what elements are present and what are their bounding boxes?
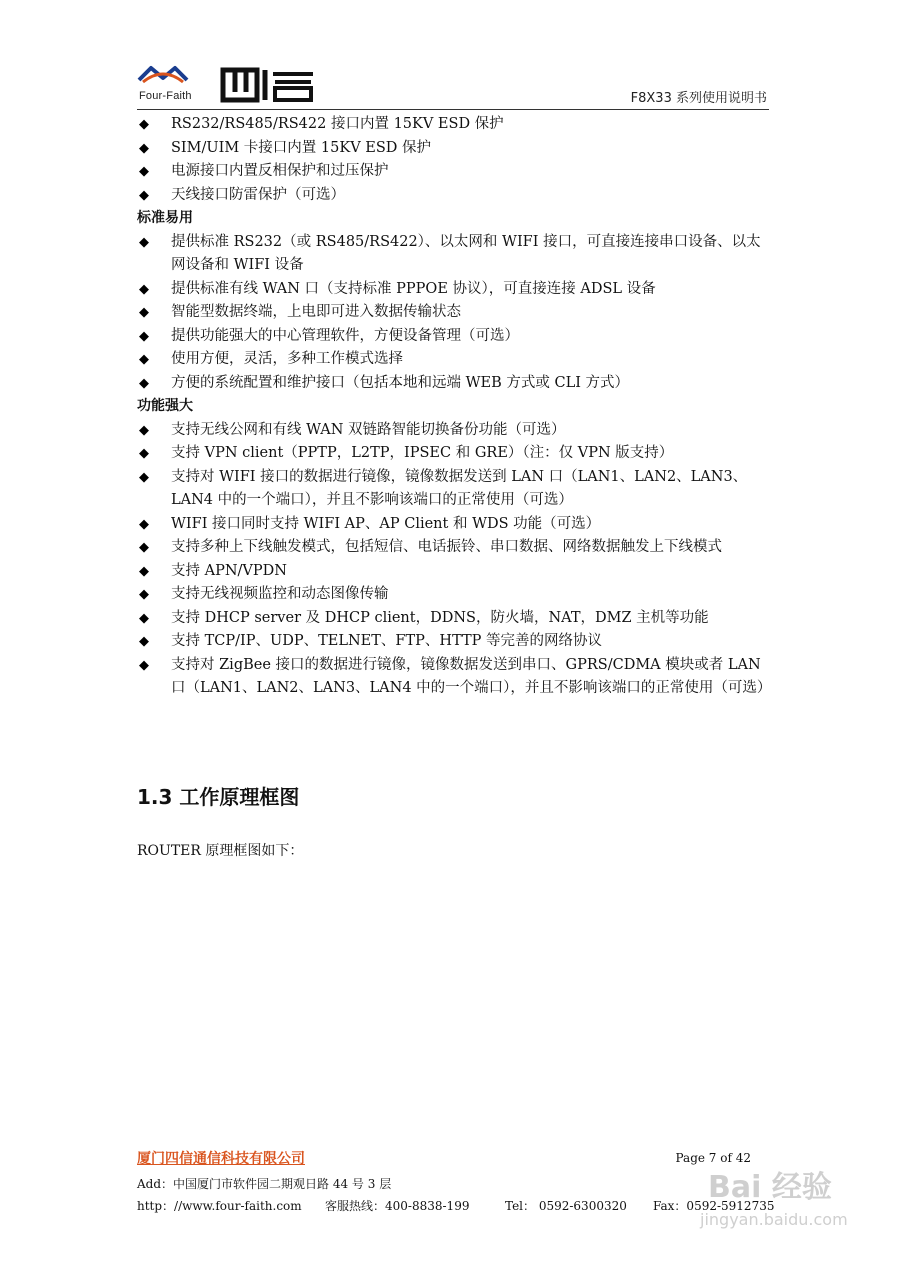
- website-link[interactable]: http：//www.four-faith.com: [137, 1199, 302, 1213]
- diamond-bullet-icon: ◆: [139, 305, 149, 320]
- document-title: F8X33 系列使用说明书: [630, 91, 767, 106]
- list-item: ◆ 支持 TCP/IP、UDP、TELNET、FTP、HTTP 等完善的网络协议: [137, 630, 771, 654]
- list-item: ◆ 支持对 ZigBee 接口的数据进行镜像，镜像数据发送到串口、GPRS/CDMA 模块或者 LAN 口（LAN1、LAN2、LAN3、LAN4 中的一个端口），并且不影响该端口的正常使用（可选）: [137, 654, 771, 701]
- logo-brand-text: Four-Faith: [139, 90, 192, 102]
- section-subheading-function: 功能强大: [137, 398, 193, 414]
- list-item: ◆ 智能型数据终端，上电即可进入数据传输状态: [137, 301, 771, 325]
- diamond-bullet-icon: ◆: [139, 281, 149, 297]
- diamond-bullet-icon: ◆: [139, 563, 149, 579]
- watermark-url-text: jingyan.baidu.com: [700, 1210, 848, 1229]
- watermark-main-text: Bai 经验: [708, 1170, 832, 1205]
- list-item: ◆ 支持无线视频监控和动态图像传输: [137, 583, 771, 607]
- diamond-bullet-icon: ◆: [139, 187, 149, 203]
- contact-row: [137, 1197, 775, 1215]
- list-item: ◆ 提供标准 RS232（或 RS485/RS422）、以太网和 WIFI 接口，可直接连接串口设备、以太网设备和 WIFI 设备: [137, 231, 771, 278]
- diamond-bullet-icon: ◆: [139, 234, 149, 250]
- intro-paragraph: ROUTER 原理框图如下：: [137, 843, 304, 859]
- diamond-bullet-icon: ◆: [139, 422, 149, 438]
- list-item: ◆ 支持 VPN client（PPTP，L2TP，IPSEC 和 GRE）（注：仅 VPN 版支持）: [137, 442, 771, 466]
- list-item: ◆ 使用方便，灵活，多种工作模式选择: [137, 348, 771, 372]
- diamond-bullet-icon: ◆: [139, 587, 149, 602]
- diamond-bullet-icon: ◆: [139, 164, 149, 179]
- diamond-bullet-icon: ◆: [139, 375, 149, 391]
- baidu-watermark: [700, 1150, 870, 1250]
- list-item: ◆ 支持对 WIFI 接口的数据进行镜像，镜像数据发送到 LAN 口（LAN1、LAN2、LAN3、LAN4 中的一个端口），并且不影响该端口的正常使用（可选）: [137, 466, 771, 513]
- hotline-text: 客服热线：400-8838-199: [325, 1199, 470, 1213]
- diamond-bullet-icon: ◆: [139, 469, 149, 485]
- diamond-bullet-icon: ◆: [139, 140, 149, 156]
- list-item: ◆ 提供功能强大的中心管理软件，方便设备管理（可选）: [137, 325, 771, 349]
- section-heading: 1.3 工作原理框图: [137, 785, 300, 809]
- document-body: [137, 113, 771, 701]
- list-item: ◆ 支持无线公网和有线 WAN 双链路智能切换备份功能（可选）: [137, 419, 771, 443]
- list-item: ◆ 方便的系统配置和维护接口（包括本地和远端 WEB 方式或 CLI 方式）: [137, 372, 771, 396]
- diamond-bullet-icon: ◆: [139, 328, 149, 344]
- section-subheading-standard: 标准易用: [137, 210, 193, 226]
- list-item: ◆ RS232/RS485/RS422 接口内置 15KV ESD 保护: [137, 113, 771, 137]
- diamond-bullet-icon: ◆: [139, 657, 149, 673]
- diamond-bullet-icon: ◆: [139, 352, 149, 367]
- list-item: ◆ 支持 APN/VPDN: [137, 560, 771, 584]
- tel-text: Tel： 0592-6300320: [505, 1199, 627, 1213]
- diamond-bullet-icon: ◆: [139, 540, 149, 555]
- diamond-bullet-icon: ◆: [139, 117, 149, 132]
- list-item: ◆ 支持多种上下线触发模式，包括短信、电话振铃、串口数据、网络数据触发上下线模式: [137, 536, 771, 560]
- company-name: 厦门四信通信科技有限公司: [137, 1151, 305, 1167]
- four-faith-logo: [137, 62, 317, 108]
- list-item: ◆ 支持 DHCP server 及 DHCP client，DDNS，防火墙，NAT，DMZ 主机等功能: [137, 607, 771, 631]
- list-item: ◆ 电源接口内置反相保护和过压保护: [137, 160, 771, 184]
- diamond-bullet-icon: ◆: [139, 634, 149, 649]
- list-item: ◆ 提供标准有线 WAN 口（支持标准 PPPOE 协议），可直接连接 ADSL 设备: [137, 278, 771, 302]
- list-item: ◆ WIFI 接口同时支持 WIFI AP、AP Client 和 WDS 功能（可选）: [137, 513, 771, 537]
- diamond-bullet-icon: ◆: [139, 446, 149, 461]
- fax-text: Fax：0592-5912735: [653, 1199, 775, 1213]
- page-header: [137, 62, 769, 110]
- diamond-bullet-icon: ◆: [139, 610, 149, 626]
- list-item: ◆ 天线接口防雷保护（可选）: [137, 184, 771, 208]
- diamond-bullet-icon: ◆: [139, 516, 149, 532]
- company-address: Add：中国厦门市软件园二期观日路 44 号 3 层: [137, 1177, 392, 1191]
- list-item: ◆ SIM/UIM 卡接口内置 15KV ESD 保护: [137, 137, 771, 161]
- page-number: Page 7 of 42: [675, 1151, 751, 1165]
